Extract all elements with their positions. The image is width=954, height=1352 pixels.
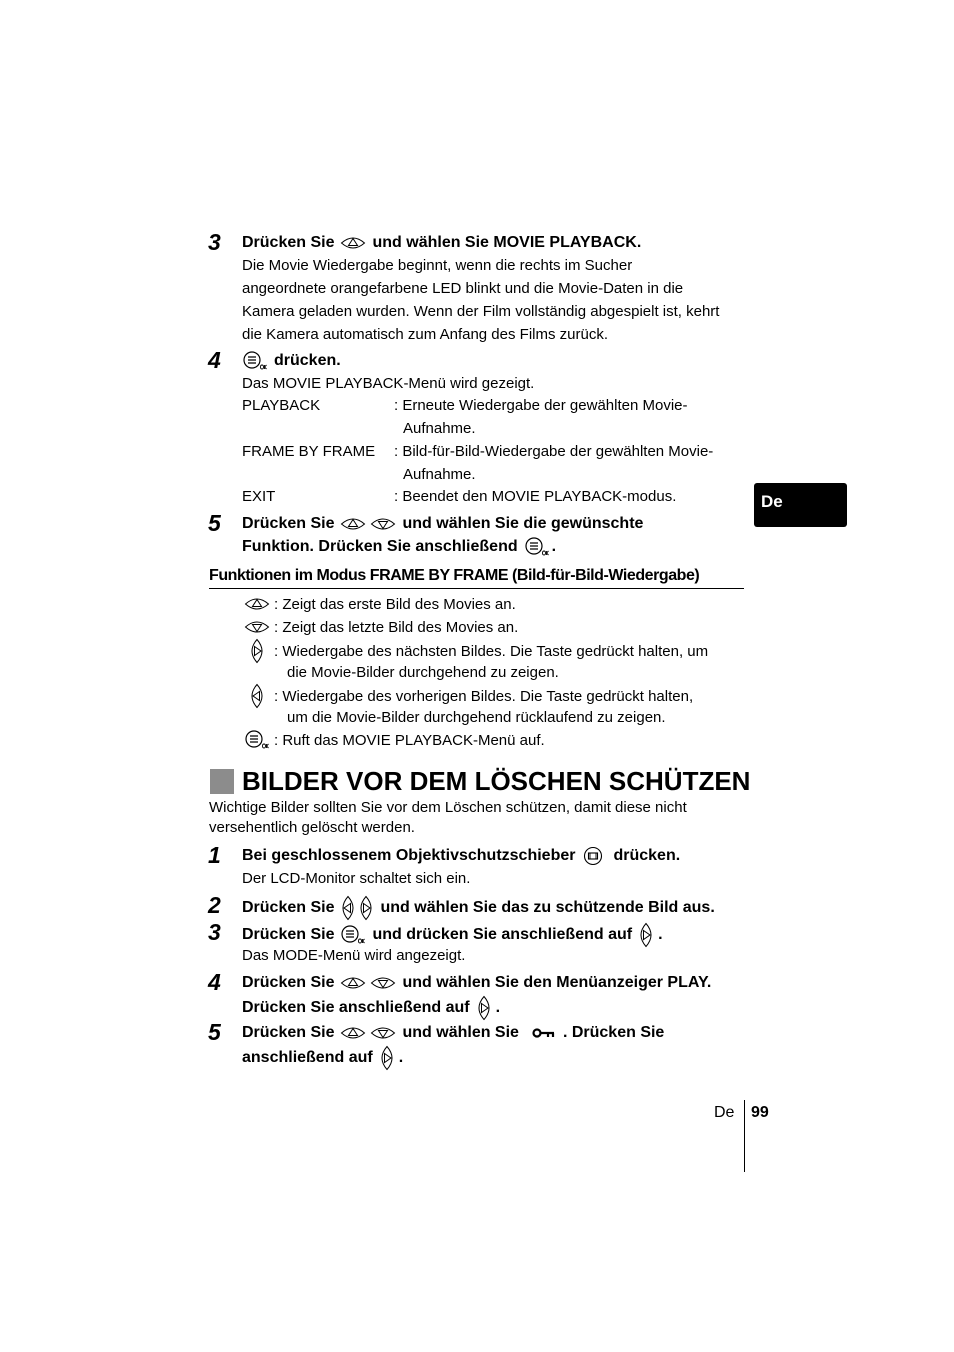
up-arrow-button-icon (244, 596, 270, 612)
function-row (244, 592, 516, 616)
language-tab (754, 483, 847, 527)
function-description: : Wiedergabe des vorherigen Bildes. Die Taste gedrückt halten, (274, 687, 694, 705)
menu-option-description: Aufnahme. (403, 420, 476, 437)
menu-option-description: : Beendet den MOVIE PLAYBACK-modus. (394, 488, 677, 505)
up-arrow-button-icon (340, 1025, 366, 1041)
menu-option-description: : Erneute Wiedergabe der gewählten Movie- (394, 397, 688, 414)
step-heading (242, 232, 641, 254)
step-number: 4 (208, 969, 221, 995)
subsection-rule (209, 588, 744, 589)
step-number: 3 (208, 919, 221, 945)
step-heading-text: und wählen Sie (402, 1024, 519, 1041)
step-heading (242, 1045, 403, 1071)
step-heading-text: Bei geschlossenem Objektivschutzschieber (242, 847, 576, 864)
step-heading-text: . (495, 999, 501, 1016)
step-number: 1 (208, 842, 221, 868)
step-heading-text: Drücken Sie (242, 899, 335, 916)
step-heading-text: Drücken Sie (242, 974, 335, 991)
step-heading (242, 972, 711, 994)
step-body: Das MOVIE PLAYBACK-Menü wird gezeigt. (242, 375, 535, 392)
function-description: die Movie-Bilder durchgehend zu zeigen. (287, 664, 559, 681)
left-arrow-button-icon (249, 683, 265, 709)
step-heading-text: . (398, 1049, 404, 1066)
step-heading-text: Drücken Sie (242, 926, 335, 943)
step-heading (242, 536, 556, 558)
down-arrow-button-icon (370, 516, 396, 532)
step-heading-text: drücken. (613, 847, 681, 864)
menu-ok-button-icon (244, 729, 270, 751)
function-description: um die Movie-Bilder durchgehend rücklaufend zu zeigen. (287, 709, 666, 726)
up-arrow-button-icon (340, 975, 366, 991)
body-line: Kamera geladen wurden. Wenn der Film vollständig abgespielt ist, kehrt (242, 303, 720, 320)
step-heading (236, 350, 341, 372)
section-marker (210, 769, 234, 794)
step-number: 3 (208, 229, 221, 255)
step-heading-text: . (658, 926, 663, 943)
function-row (244, 615, 518, 639)
function-description: : Zeigt das erste Bild des Movies an. (274, 595, 516, 613)
menu-option-label: FRAME BY FRAME (242, 443, 376, 460)
up-arrow-button-icon (340, 235, 366, 251)
right-arrow-button-icon (249, 638, 265, 664)
step-heading (242, 513, 643, 535)
body-line: angeordnete orangefarbene LED blinkt und die Movie-Daten in die (242, 280, 684, 297)
step-number: 5 (208, 1019, 221, 1045)
menu-ok-button-icon (524, 536, 550, 558)
step-heading-text: . (551, 538, 557, 555)
step-heading-text: . Drücken Sie (562, 1024, 665, 1041)
step-body (242, 254, 762, 346)
step-number: 5 (208, 510, 221, 536)
step-heading-text: Drücken Sie (242, 234, 335, 251)
step-heading-text: Drücken Sie (242, 1024, 335, 1041)
menu-ok-button-icon (340, 924, 366, 946)
function-row (244, 728, 545, 752)
step-heading-text: anschließend auf (242, 1049, 373, 1066)
menu-option-label: EXIT (242, 488, 276, 505)
step-number: 4 (208, 347, 221, 373)
section-title: BILDER VOR DEM LÖSCHEN SCHÜTZEN (242, 766, 751, 796)
step-heading (242, 845, 680, 867)
step-heading (242, 995, 500, 1021)
menu-option-description: Aufnahme. (403, 466, 476, 483)
down-arrow-button-icon (244, 619, 270, 635)
step-heading-text: und wählen Sie die gewünschte (402, 515, 644, 532)
intro-line: Wichtige Bilder sollten Sie vor dem Löschen schützen, damit diese nicht (209, 799, 687, 816)
body-line: die Kamera automatisch zum Anfang des Films zurück. (242, 326, 608, 343)
down-arrow-button-icon (370, 975, 396, 991)
step-heading-text: und wählen Sie das zu schützende Bild aus. (380, 899, 715, 916)
step-heading-text: und drücken Sie anschließend auf (372, 926, 633, 943)
page-number: 99 (751, 1104, 769, 1121)
down-arrow-button-icon (370, 1025, 396, 1041)
step-heading-text: und wählen Sie MOVIE PLAYBACK. (372, 234, 642, 251)
function-description: : Ruft das MOVIE PLAYBACK-Menü auf. (274, 731, 545, 749)
footer-divider (744, 1100, 745, 1172)
step-body: Das MODE-Menü wird angezeigt. (242, 947, 466, 964)
right-arrow-button-icon (358, 895, 374, 921)
monitor-button-icon (583, 846, 603, 866)
step-heading (242, 895, 715, 921)
right-arrow-button-icon (638, 922, 654, 948)
step-heading-text: Funktion. Drücken Sie anschließend (242, 538, 518, 555)
left-arrow-button-icon (340, 895, 356, 921)
step-number: 2 (208, 892, 221, 918)
step-body: Der LCD-Monitor schaltet sich ein. (242, 870, 471, 887)
subsection-title: Funktionen im Modus FRAME BY FRAME (Bild-für-Bild-Wiedergabe) (209, 567, 700, 584)
function-description: : Zeigt das letzte Bild des Movies an. (274, 618, 519, 636)
menu-ok-button-icon (242, 350, 268, 372)
step-heading-text: Drücken Sie (242, 515, 335, 532)
language-tab-label: De (761, 492, 783, 511)
step-heading-text: und wählen Sie den Menüanzeiger PLAY. (402, 974, 712, 991)
section-intro (209, 798, 687, 838)
function-description: : Wiedergabe des nächsten Bildes. Die Taste gedrückt halten, um (274, 642, 709, 660)
step-heading (242, 1022, 664, 1044)
body-line: Die Movie Wiedergabe beginnt, wenn die rechts im Sucher (242, 257, 633, 274)
up-arrow-button-icon (340, 516, 366, 532)
step-heading-text: Drücken Sie anschließend auf (242, 999, 470, 1016)
protect-key-icon (531, 1026, 557, 1040)
menu-option-description: : Bild-für-Bild-Wiedergabe der gewählten Movie- (394, 443, 714, 460)
right-arrow-button-icon (379, 1045, 395, 1071)
menu-option-label: PLAYBACK (242, 397, 321, 414)
right-arrow-button-icon (476, 995, 492, 1021)
step-heading-text: drücken. (274, 352, 341, 369)
intro-line: versehentlich gelöscht werden. (209, 819, 415, 836)
footer-language: De (714, 1104, 735, 1121)
